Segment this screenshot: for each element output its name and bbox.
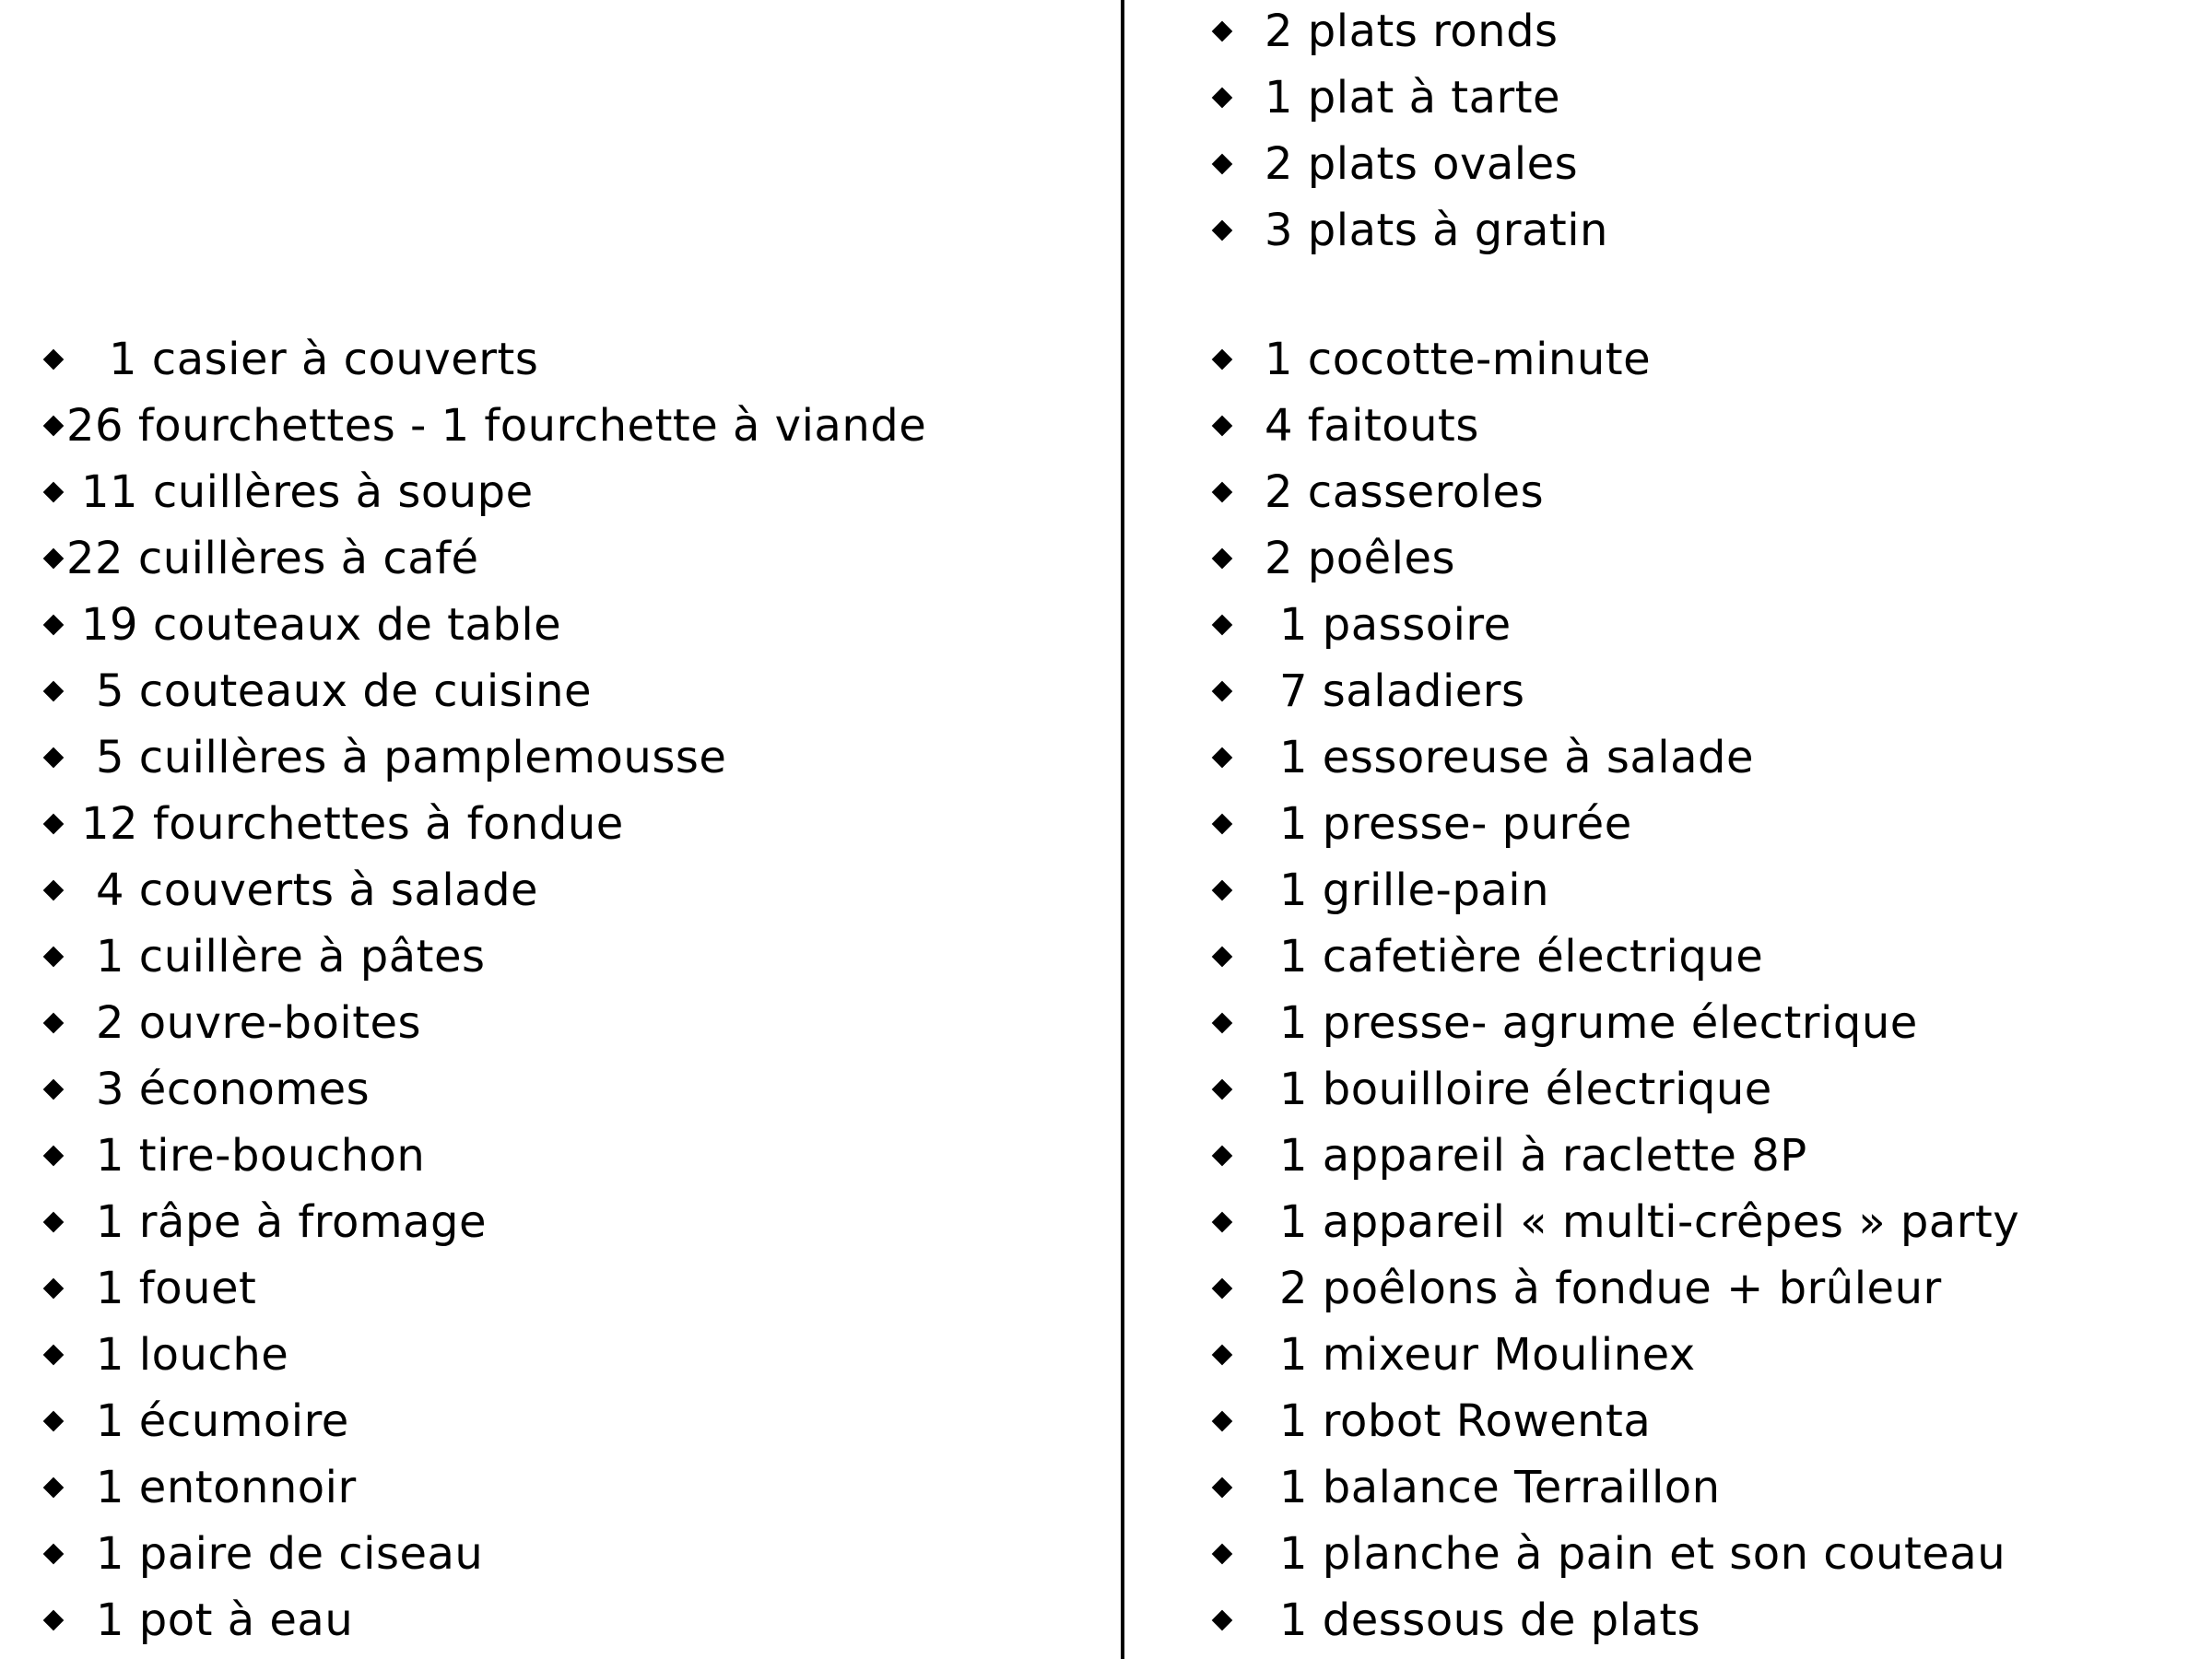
bullet-icon	[1212, 1610, 1233, 1631]
bullet-icon	[1212, 880, 1233, 901]
bullet-icon	[1212, 1411, 1233, 1432]
item-label: 11 cuillères à soupe	[81, 466, 534, 518]
bullet-icon	[43, 681, 65, 702]
item-label: 1 balance Terraillon	[1279, 1462, 1721, 1513]
bullet-icon	[1212, 1013, 1233, 1034]
item-label: 12 fourchettes à fondue	[81, 798, 624, 850]
bullet-icon	[1212, 1477, 1233, 1499]
bullet-icon	[1212, 615, 1233, 636]
item-label: 22 cuillères à café	[66, 533, 479, 584]
bullet-icon	[1212, 1212, 1233, 1233]
bullet-icon	[1212, 1345, 1233, 1366]
item-label: 2 plats ronds	[1265, 6, 1559, 57]
bullet-icon	[1212, 154, 1233, 175]
item-label: 2 casseroles	[1265, 466, 1545, 518]
item-label: 1 dessous de plats	[1279, 1594, 1701, 1646]
bullet-icon	[43, 349, 65, 371]
bullet-icon	[1212, 1146, 1233, 1167]
column-divider	[1121, 0, 1124, 1659]
bullet-icon	[1212, 1079, 1233, 1100]
item-label: 4 couverts à salade	[96, 865, 539, 916]
bullet-icon	[1212, 947, 1233, 968]
bullet-icon	[1212, 482, 1233, 503]
bullet-icon	[43, 1544, 65, 1565]
bullet-icon	[43, 1079, 65, 1100]
item-label: 2 poêles	[1265, 533, 1456, 584]
bullet-icon	[1212, 21, 1233, 42]
item-label: 1 pot à eau	[96, 1594, 354, 1646]
item-label: 1 entonnoir	[96, 1462, 357, 1513]
item-label: 1 appareil « multi-crêpes » party	[1279, 1196, 2020, 1248]
item-label: 7 saladiers	[1279, 665, 1525, 717]
bullet-icon	[1212, 548, 1233, 570]
item-label: 1 râpe à fromage	[96, 1196, 487, 1248]
item-label: 1 robot Rowenta	[1279, 1395, 1652, 1447]
bullet-icon	[43, 1278, 65, 1300]
bullet-icon	[43, 1146, 65, 1167]
bullet-icon	[1212, 220, 1233, 241]
item-label: 2 ouvre-boites	[96, 997, 422, 1049]
item-label: 1 plat à tarte	[1265, 72, 1561, 124]
item-label: 19 couteaux de table	[81, 599, 562, 651]
item-label: 1 casier à couverts	[109, 334, 539, 385]
item-label: 1 essoreuse à salade	[1279, 732, 1754, 783]
item-label: 5 cuillères à pamplemousse	[96, 732, 727, 783]
bullet-icon	[1212, 814, 1233, 835]
item-label: 1 cocotte-minute	[1265, 334, 1652, 385]
bullet-icon	[43, 1411, 65, 1432]
item-label: 1 grille-pain	[1279, 865, 1549, 916]
bullet-icon	[43, 1013, 65, 1034]
item-label: 1 cafetière électrique	[1279, 931, 1764, 982]
bullet-icon	[43, 1610, 65, 1631]
bullet-icon	[1212, 681, 1233, 702]
bullet-icon	[1212, 1278, 1233, 1300]
item-label: 1 presse- agrume électrique	[1279, 997, 1918, 1049]
item-label: 1 fouet	[96, 1263, 257, 1314]
item-label: 2 poêlons à fondue + brûleur	[1279, 1263, 1942, 1314]
item-label: 1 passoire	[1279, 599, 1512, 651]
item-label: 4 faitouts	[1265, 400, 1479, 452]
bullet-icon	[43, 747, 65, 769]
bullet-icon	[43, 615, 65, 636]
bullet-icon	[43, 1345, 65, 1366]
item-label: 3 plats à gratin	[1265, 205, 1608, 256]
item-label: 1 tire-bouchon	[96, 1130, 426, 1182]
item-label: 5 couteaux de cuisine	[96, 665, 593, 717]
item-label: 1 mixeur Moulinex	[1279, 1329, 1696, 1381]
item-label: 1 paire de ciseau	[96, 1528, 484, 1580]
item-label: 1 cuillère à pâtes	[96, 931, 486, 982]
item-label: 1 écumoire	[96, 1395, 349, 1447]
bullet-icon	[43, 1477, 65, 1499]
item-label: 1 planche à pain et son couteau	[1279, 1528, 2006, 1580]
item-label: 1 presse- purée	[1279, 798, 1632, 850]
bullet-icon	[43, 416, 65, 437]
item-label: 1 bouilloire électrique	[1279, 1064, 1772, 1115]
item-label: 26 fourchettes - 1 fourchette à viande	[66, 400, 927, 452]
bullet-icon	[1212, 349, 1233, 371]
bullet-icon	[43, 548, 65, 570]
bullet-icon	[43, 814, 65, 835]
bullet-icon	[43, 1212, 65, 1233]
bullet-icon	[1212, 747, 1233, 769]
bullet-icon	[1212, 88, 1233, 109]
bullet-icon	[43, 880, 65, 901]
item-label: 3 économes	[96, 1064, 371, 1115]
item-label: 2 plats ovales	[1265, 138, 1579, 190]
bullet-icon	[1212, 416, 1233, 437]
bullet-icon	[1212, 1544, 1233, 1565]
item-label: 1 appareil à raclette 8P	[1279, 1130, 1807, 1182]
item-label: 1 louche	[96, 1329, 289, 1381]
bullet-icon	[43, 482, 65, 503]
bullet-icon	[43, 947, 65, 968]
